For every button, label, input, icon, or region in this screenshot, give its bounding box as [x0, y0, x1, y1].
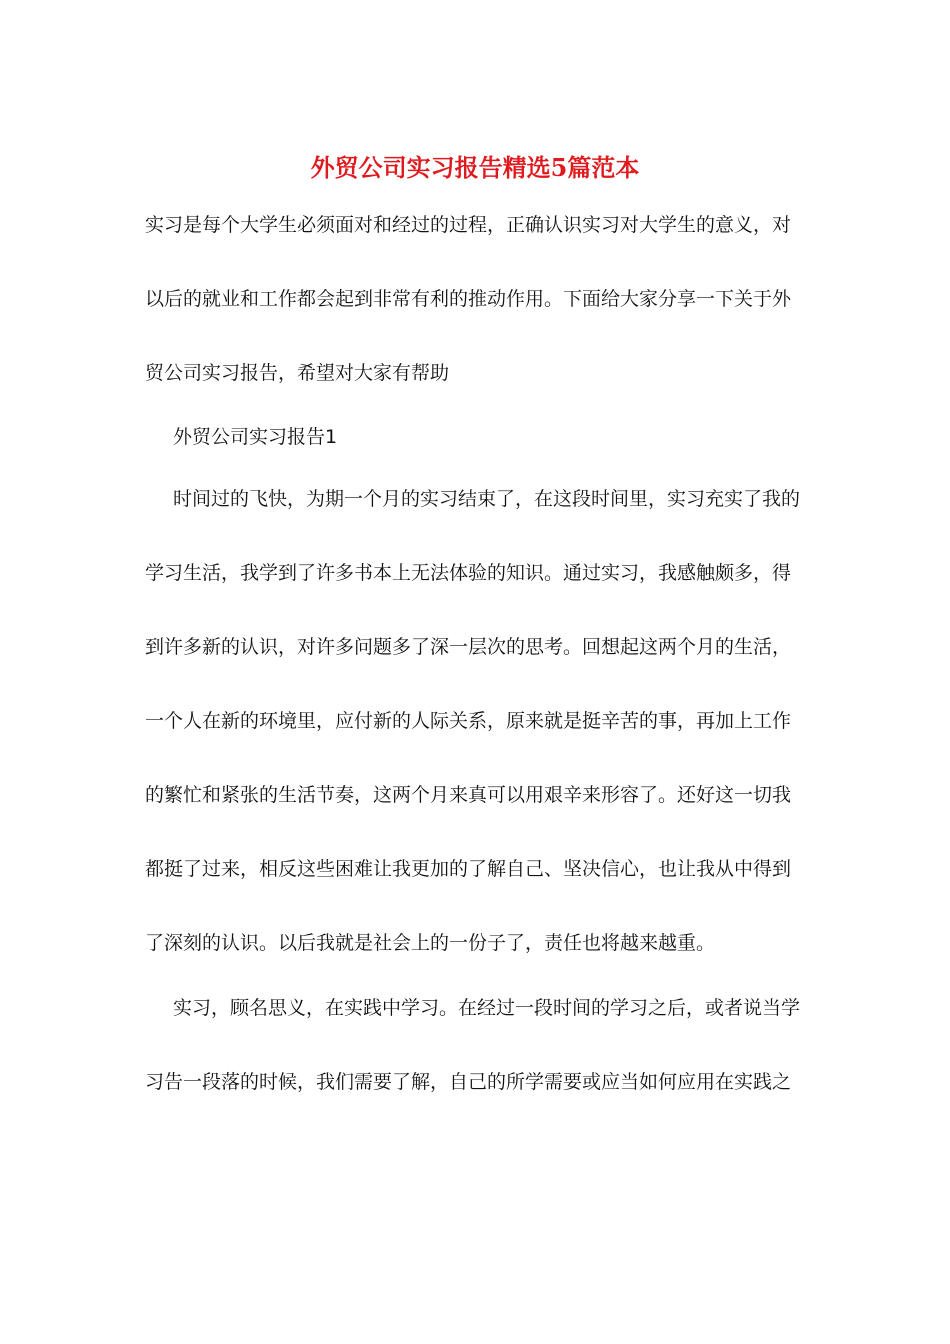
document-title: 外贸公司实习报告精选5篇范本 — [310, 153, 640, 182]
paragraph-1-line-1: 时间过的飞快，为期一个月的实习结束了，在这段时间里，实习充实了我的 — [173, 488, 801, 510]
paragraph-1-line-5: 的繁忙和紧张的生活节奏，这两个月来真可以用艰辛来形容了。还好这一切我 — [145, 784, 792, 806]
paragraph-1-line-2: 学习生活，我学到了许多书本上无法体验的知识。通过实习，我感触颇多，得 — [145, 562, 792, 584]
paragraph-1-line-7: 了深刻的认识。以后我就是社会上的一份子了，责任也将越来越重。 — [145, 932, 716, 954]
intro-line-1: 实习是每个大学生必须面对和经过的过程，正确认识实习对大学生的意义，对 — [145, 214, 792, 236]
paragraph-2-line-2: 习告一段落的时候，我们需要了解，自己的所学需要或应当如何应用在实践之 — [145, 1071, 792, 1093]
paragraph-1-line-4: 一个人在新的环境里，应付新的人际关系，原来就是挺辛苦的事，再加上工作 — [145, 710, 792, 732]
intro-line-2: 以后的就业和工作都会起到非常有利的推动作用。下面给大家分享一下关于外 — [145, 288, 792, 310]
paragraph-2-line-1: 实习，顾名思义，在实践中学习。在经过一段时间的学习之后，或者说当学 — [173, 997, 801, 1019]
paragraph-1-line-3: 到许多新的认识，对许多问题多了深一层次的思考。回想起这两个月的生活， — [145, 636, 792, 658]
intro-line-3: 贸公司实习报告，希望对大家有帮助 — [145, 362, 450, 384]
section-heading: 外贸公司实习报告1 — [173, 426, 338, 448]
paragraph-1-line-6: 都挺了过来，相反这些困难让我更加的了解自己、坚决信心，也让我从中得到 — [145, 858, 792, 880]
